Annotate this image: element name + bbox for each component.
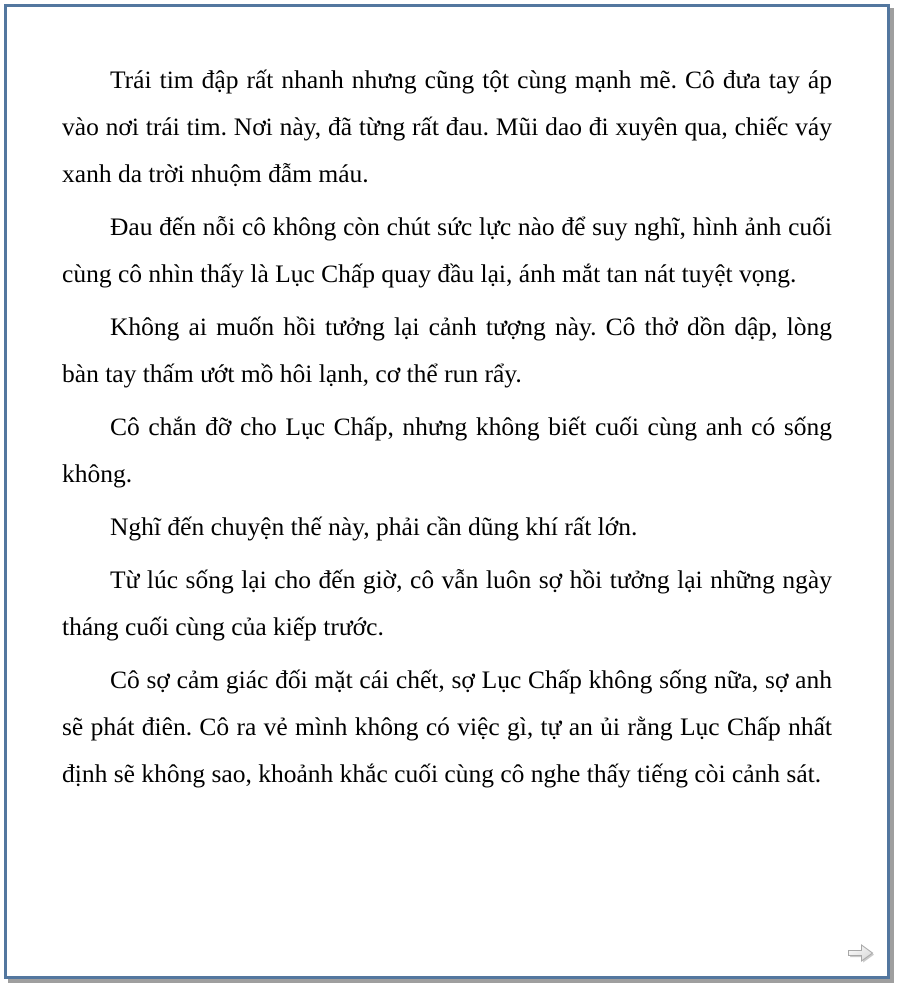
document-page [4,4,890,979]
paragraph: Nghĩ đến chuyện thế này, phải cần dũng khí rất lớn. [110,512,638,541]
paragraph: Đau đến nỗi cô không còn chút sức lực nào để suy nghĩ, hình ảnh cuối cùng cô nhìn thấy là Lục Chấp quay đầu lại, ánh mắt tan nát tuyệt vọng. [62,212,832,288]
next-page-button[interactable] [843,938,877,968]
paragraph: Không ai muốn hồi tưởng lại cảnh tượng này. Cô thở dồn dập, lòng bàn tay thấm ướt mồ hôi lạnh, cơ thể run rẩy. [62,312,832,388]
paragraph: Trái tim đập rất nhanh nhưng cũng tột cùng mạnh mẽ. Cô đưa tay áp vào nơi trái tim. Nơi này, đã từng rất đau. Mũi dao đi xuyên qua, chiếc váy xanh da trời nhuộm đẫm máu. [62,65,832,188]
next-page-arrow-icon [843,956,877,971]
page-text [62,56,832,803]
paragraph: Cô chắn đỡ cho Lục Chấp, nhưng không biết cuối cùng anh có sống không. [62,412,832,488]
paragraph: Cô sợ cảm giác đối mặt cái chết, sợ Lục Chấp không sống nữa, sợ anh sẽ phát điên. Cô ra vẻ mình không có việc gì, tự an ủi rằng Lục Chấp nhất định sẽ không sao, khoảnh khắc cuối cùng cô nghe thấy tiếng còi cảnh sát. [62,665,832,788]
paragraph: Từ lúc sống lại cho đến giờ, cô vẫn luôn sợ hồi tưởng lại những ngày tháng cuối cùng của kiếp trước. [62,565,832,641]
